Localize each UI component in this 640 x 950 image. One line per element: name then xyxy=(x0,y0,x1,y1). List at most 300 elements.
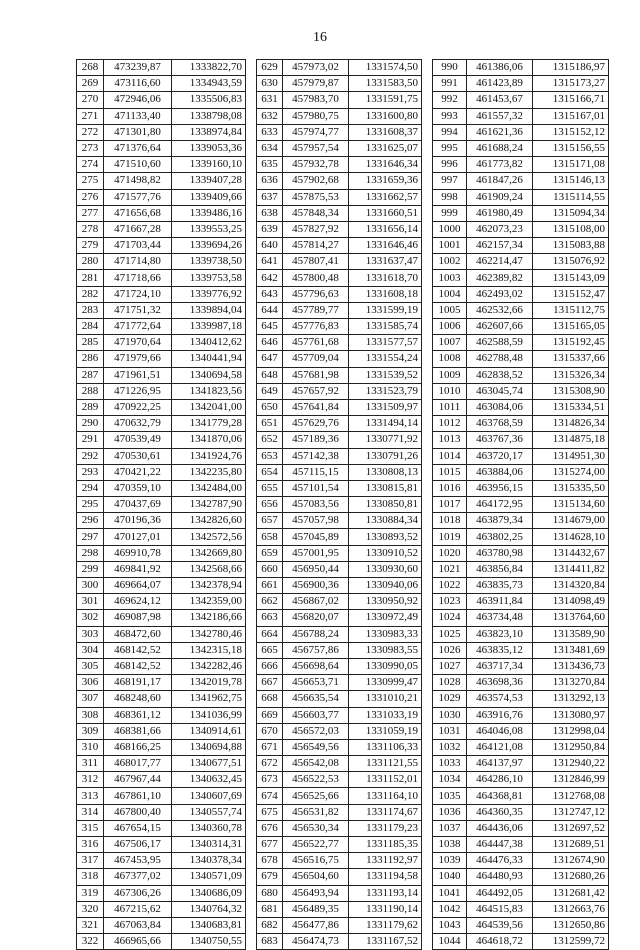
table-row xyxy=(257,869,422,885)
y-coordinate: 1331577,57 xyxy=(349,335,422,351)
x-coordinate: 457776,83 xyxy=(283,319,349,335)
y-coordinate: 1342019,78 xyxy=(172,675,246,691)
table-row xyxy=(257,464,422,480)
table-row xyxy=(257,885,422,901)
point-number: 670 xyxy=(257,723,283,739)
point-number: 678 xyxy=(257,853,283,869)
x-coordinate: 473116,60 xyxy=(104,76,172,92)
table-row xyxy=(433,286,609,302)
table-row xyxy=(433,788,609,804)
point-number: 306 xyxy=(77,675,104,691)
table-row xyxy=(433,658,609,674)
table-row xyxy=(433,383,609,399)
point-number: 272 xyxy=(77,124,104,140)
x-coordinate: 467861,10 xyxy=(104,788,172,804)
table-row xyxy=(433,221,609,237)
table-row xyxy=(257,399,422,415)
x-coordinate: 470196,36 xyxy=(104,513,172,529)
y-coordinate: 1339894,04 xyxy=(172,302,246,318)
y-coordinate: 1315108,00 xyxy=(533,221,609,237)
point-number: 1023 xyxy=(433,594,467,610)
x-coordinate: 471772,64 xyxy=(104,319,172,335)
y-coordinate: 1312768,08 xyxy=(533,788,609,804)
y-coordinate: 1340557,74 xyxy=(172,804,246,820)
y-coordinate: 1330930,60 xyxy=(349,561,422,577)
x-coordinate: 456603,77 xyxy=(283,707,349,723)
x-coordinate: 462157,34 xyxy=(467,238,533,254)
x-coordinate: 469087,98 xyxy=(104,610,172,626)
point-number: 674 xyxy=(257,788,283,804)
y-coordinate: 1341962,75 xyxy=(172,691,246,707)
point-number: 274 xyxy=(77,157,104,173)
table-row xyxy=(433,917,609,933)
x-coordinate: 470437,69 xyxy=(104,497,172,513)
y-coordinate: 1342826,60 xyxy=(172,513,246,529)
y-coordinate: 1314411,82 xyxy=(533,561,609,577)
x-coordinate: 463720,17 xyxy=(467,448,533,464)
x-coordinate: 457974,77 xyxy=(283,124,349,140)
table-row xyxy=(257,707,422,723)
y-coordinate: 1315076,92 xyxy=(533,254,609,270)
y-coordinate: 1330990,05 xyxy=(349,658,422,674)
y-coordinate: 1331059,19 xyxy=(349,723,422,739)
point-number: 666 xyxy=(257,658,283,674)
x-coordinate: 471301,80 xyxy=(104,124,172,140)
x-coordinate: 457045,89 xyxy=(283,529,349,545)
x-coordinate: 464368,81 xyxy=(467,788,533,804)
x-coordinate: 471724,10 xyxy=(104,286,172,302)
table-row xyxy=(77,820,246,836)
table-row xyxy=(77,173,246,189)
x-coordinate: 464360,35 xyxy=(467,804,533,820)
x-coordinate: 473239,87 xyxy=(104,60,172,76)
x-coordinate: 463084,06 xyxy=(467,399,533,415)
table-row xyxy=(77,448,246,464)
x-coordinate: 456867,02 xyxy=(283,594,349,610)
table-row xyxy=(433,254,609,270)
y-coordinate: 1333822,70 xyxy=(172,60,246,76)
point-number: 992 xyxy=(433,92,467,108)
x-coordinate: 461688,24 xyxy=(467,140,533,156)
x-coordinate: 463956,15 xyxy=(467,480,533,496)
coordinate-table-right xyxy=(432,59,609,950)
table-row xyxy=(77,416,246,432)
y-coordinate: 1315335,50 xyxy=(533,480,609,496)
point-number: 1024 xyxy=(433,610,467,626)
table-row xyxy=(77,739,246,755)
point-number: 634 xyxy=(257,140,283,156)
table-row xyxy=(77,286,246,302)
table-row xyxy=(257,319,422,335)
table-row xyxy=(77,513,246,529)
x-coordinate: 466965,66 xyxy=(104,934,172,950)
point-number: 667 xyxy=(257,675,283,691)
y-coordinate: 1314679,00 xyxy=(533,513,609,529)
table-row xyxy=(77,869,246,885)
table-row xyxy=(257,545,422,561)
y-coordinate: 1342186,66 xyxy=(172,610,246,626)
table-row xyxy=(433,513,609,529)
point-number: 279 xyxy=(77,238,104,254)
y-coordinate: 1330771,92 xyxy=(349,432,422,448)
point-number: 1044 xyxy=(433,934,467,950)
table-row xyxy=(433,173,609,189)
table-row xyxy=(257,513,422,529)
x-coordinate: 467654,15 xyxy=(104,820,172,836)
y-coordinate: 1342572,56 xyxy=(172,529,246,545)
table-row xyxy=(77,756,246,772)
x-coordinate: 461423,89 xyxy=(467,76,533,92)
table-row xyxy=(257,756,422,772)
y-coordinate: 1341779,28 xyxy=(172,416,246,432)
point-number: 661 xyxy=(257,578,283,594)
y-coordinate: 1315173,27 xyxy=(533,76,609,92)
x-coordinate: 470359,10 xyxy=(104,480,172,496)
point-number: 281 xyxy=(77,270,104,286)
table-row xyxy=(257,270,422,286)
x-coordinate: 457814,27 xyxy=(283,238,349,254)
point-number: 322 xyxy=(77,934,104,950)
y-coordinate: 1315166,71 xyxy=(533,92,609,108)
table-row xyxy=(257,92,422,108)
point-number: 299 xyxy=(77,561,104,577)
y-coordinate: 1331608,37 xyxy=(349,124,422,140)
point-number: 660 xyxy=(257,561,283,577)
x-coordinate: 463835,12 xyxy=(467,642,533,658)
x-coordinate: 463802,25 xyxy=(467,529,533,545)
point-number: 1018 xyxy=(433,513,467,529)
y-coordinate: 1340694,58 xyxy=(172,367,246,383)
table-row xyxy=(433,270,609,286)
point-number: 303 xyxy=(77,626,104,642)
x-coordinate: 456820,07 xyxy=(283,610,349,626)
x-coordinate: 468472,60 xyxy=(104,626,172,642)
table-row xyxy=(257,820,422,836)
x-coordinate: 462389,82 xyxy=(467,270,533,286)
point-number: 657 xyxy=(257,513,283,529)
y-coordinate: 1331554,24 xyxy=(349,351,422,367)
table-row xyxy=(433,448,609,464)
point-number: 995 xyxy=(433,140,467,156)
y-coordinate: 1331179,23 xyxy=(349,820,422,836)
y-coordinate: 1331599,19 xyxy=(349,302,422,318)
table-row xyxy=(433,561,609,577)
point-number: 1038 xyxy=(433,837,467,853)
x-coordinate: 456698,64 xyxy=(283,658,349,674)
y-coordinate: 1315167,01 xyxy=(533,108,609,124)
x-coordinate: 471656,68 xyxy=(104,205,172,221)
point-number: 1020 xyxy=(433,545,467,561)
x-coordinate: 457875,53 xyxy=(283,189,349,205)
x-coordinate: 462073,23 xyxy=(467,221,533,237)
table-row xyxy=(77,205,246,221)
table-row xyxy=(77,108,246,124)
x-coordinate: 471751,32 xyxy=(104,302,172,318)
y-coordinate: 1312674,90 xyxy=(533,853,609,869)
x-coordinate: 462588,59 xyxy=(467,335,533,351)
x-coordinate: 457629,76 xyxy=(283,416,349,432)
y-coordinate: 1312650,86 xyxy=(533,917,609,933)
y-coordinate: 1315337,66 xyxy=(533,351,609,367)
x-coordinate: 457761,68 xyxy=(283,335,349,351)
y-coordinate: 1339053,36 xyxy=(172,140,246,156)
y-coordinate: 1315112,75 xyxy=(533,302,609,318)
table-row xyxy=(433,76,609,92)
y-coordinate: 1315274,00 xyxy=(533,464,609,480)
point-number: 1041 xyxy=(433,885,467,901)
y-coordinate: 1330940,06 xyxy=(349,578,422,594)
x-coordinate: 463911,84 xyxy=(467,594,533,610)
y-coordinate: 1330983,33 xyxy=(349,626,422,642)
table-row xyxy=(433,610,609,626)
point-number: 639 xyxy=(257,221,283,237)
point-number: 664 xyxy=(257,626,283,642)
y-coordinate: 1339160,10 xyxy=(172,157,246,173)
x-coordinate: 469841,92 xyxy=(104,561,172,577)
point-number: 648 xyxy=(257,367,283,383)
table-row xyxy=(77,319,246,335)
table-row xyxy=(433,319,609,335)
x-coordinate: 461453,67 xyxy=(467,92,533,108)
point-number: 997 xyxy=(433,173,467,189)
y-coordinate: 1315083,88 xyxy=(533,238,609,254)
table-row xyxy=(257,772,422,788)
point-number: 629 xyxy=(257,60,283,76)
point-number: 286 xyxy=(77,351,104,367)
y-coordinate: 1339738,50 xyxy=(172,254,246,270)
point-number: 632 xyxy=(257,108,283,124)
table-row xyxy=(77,480,246,496)
table-row xyxy=(77,675,246,691)
page-number: 16 xyxy=(313,30,327,45)
x-coordinate: 464539,56 xyxy=(467,917,533,933)
y-coordinate: 1330972,49 xyxy=(349,610,422,626)
y-coordinate: 1312950,84 xyxy=(533,739,609,755)
table-row xyxy=(77,804,246,820)
y-coordinate: 1331662,57 xyxy=(349,189,422,205)
y-coordinate: 1340683,81 xyxy=(172,917,246,933)
y-coordinate: 1315156,55 xyxy=(533,140,609,156)
table-row xyxy=(257,157,422,173)
y-coordinate: 1315134,60 xyxy=(533,497,609,513)
x-coordinate: 471979,66 xyxy=(104,351,172,367)
y-coordinate: 1331194,58 xyxy=(349,869,422,885)
point-number: 993 xyxy=(433,108,467,124)
y-coordinate: 1331539,52 xyxy=(349,367,422,383)
point-number: 631 xyxy=(257,92,283,108)
table-row xyxy=(257,675,422,691)
point-number: 1019 xyxy=(433,529,467,545)
point-number: 638 xyxy=(257,205,283,221)
x-coordinate: 457057,98 xyxy=(283,513,349,529)
point-number: 1036 xyxy=(433,804,467,820)
point-number: 298 xyxy=(77,545,104,561)
y-coordinate: 1339694,26 xyxy=(172,238,246,254)
table-row xyxy=(257,901,422,917)
y-coordinate: 1339776,92 xyxy=(172,286,246,302)
point-number: 1015 xyxy=(433,464,467,480)
y-coordinate: 1342780,46 xyxy=(172,626,246,642)
point-number: 1043 xyxy=(433,917,467,933)
table-row xyxy=(257,76,422,92)
y-coordinate: 1339753,58 xyxy=(172,270,246,286)
point-number: 998 xyxy=(433,189,467,205)
x-coordinate: 470632,79 xyxy=(104,416,172,432)
point-number: 1003 xyxy=(433,270,467,286)
table-row xyxy=(77,464,246,480)
x-coordinate: 467063,84 xyxy=(104,917,172,933)
point-number: 659 xyxy=(257,545,283,561)
y-coordinate: 1331591,75 xyxy=(349,92,422,108)
point-number: 1011 xyxy=(433,399,467,415)
y-coordinate: 1315146,13 xyxy=(533,173,609,189)
y-coordinate: 1331625,07 xyxy=(349,140,422,156)
point-number: 999 xyxy=(433,205,467,221)
x-coordinate: 471510,60 xyxy=(104,157,172,173)
y-coordinate: 1330950,92 xyxy=(349,594,422,610)
table-row xyxy=(77,934,246,950)
y-coordinate: 1340314,31 xyxy=(172,837,246,853)
y-coordinate: 1339409,66 xyxy=(172,189,246,205)
x-coordinate: 467215,62 xyxy=(104,901,172,917)
table-row xyxy=(433,723,609,739)
y-coordinate: 1315114,55 xyxy=(533,189,609,205)
y-coordinate: 1315143,09 xyxy=(533,270,609,286)
table-row xyxy=(433,626,609,642)
table-row xyxy=(433,529,609,545)
table-row xyxy=(257,432,422,448)
y-coordinate: 1341823,56 xyxy=(172,383,246,399)
table-row xyxy=(433,351,609,367)
point-number: 990 xyxy=(433,60,467,76)
y-coordinate: 1342359,00 xyxy=(172,594,246,610)
x-coordinate: 463879,34 xyxy=(467,513,533,529)
table-row xyxy=(257,221,422,237)
table-row xyxy=(77,92,246,108)
table-row xyxy=(257,739,422,755)
y-coordinate: 1314432,67 xyxy=(533,545,609,561)
x-coordinate: 456635,54 xyxy=(283,691,349,707)
y-coordinate: 1342787,90 xyxy=(172,497,246,513)
point-number: 996 xyxy=(433,157,467,173)
y-coordinate: 1331193,14 xyxy=(349,885,422,901)
x-coordinate: 470530,61 xyxy=(104,448,172,464)
table-row xyxy=(257,448,422,464)
table-row xyxy=(433,869,609,885)
x-coordinate: 456549,56 xyxy=(283,739,349,755)
table-row xyxy=(77,837,246,853)
table-row xyxy=(257,367,422,383)
point-number: 315 xyxy=(77,820,104,836)
y-coordinate: 1331152,01 xyxy=(349,772,422,788)
y-coordinate: 1331494,14 xyxy=(349,416,422,432)
table-row xyxy=(433,399,609,415)
table-row xyxy=(257,610,422,626)
x-coordinate: 471226,95 xyxy=(104,383,172,399)
point-number: 1005 xyxy=(433,302,467,318)
point-number: 291 xyxy=(77,432,104,448)
y-coordinate: 1331033,19 xyxy=(349,707,422,723)
x-coordinate: 456522,53 xyxy=(283,772,349,788)
point-number: 317 xyxy=(77,853,104,869)
point-number: 314 xyxy=(77,804,104,820)
y-coordinate: 1331192,97 xyxy=(349,853,422,869)
x-coordinate: 456542,08 xyxy=(283,756,349,772)
table-row xyxy=(77,707,246,723)
point-number: 633 xyxy=(257,124,283,140)
table-row xyxy=(77,691,246,707)
point-number: 676 xyxy=(257,820,283,836)
table-row xyxy=(77,642,246,658)
y-coordinate: 1331509,97 xyxy=(349,399,422,415)
point-number: 277 xyxy=(77,205,104,221)
x-coordinate: 469664,07 xyxy=(104,578,172,594)
x-coordinate: 464286,10 xyxy=(467,772,533,788)
x-coordinate: 471376,64 xyxy=(104,140,172,156)
table-row xyxy=(433,432,609,448)
y-coordinate: 1340378,34 xyxy=(172,853,246,869)
y-coordinate: 1315186,97 xyxy=(533,60,609,76)
y-coordinate: 1331660,51 xyxy=(349,205,422,221)
table-row xyxy=(77,901,246,917)
point-number: 672 xyxy=(257,756,283,772)
point-number: 294 xyxy=(77,480,104,496)
point-number: 301 xyxy=(77,594,104,610)
table-row xyxy=(433,238,609,254)
table-row xyxy=(433,545,609,561)
table-row xyxy=(257,934,422,950)
y-coordinate: 1330999,47 xyxy=(349,675,422,691)
point-number: 671 xyxy=(257,739,283,755)
point-number: 1009 xyxy=(433,367,467,383)
table-row xyxy=(257,205,422,221)
table-row xyxy=(257,788,422,804)
y-coordinate: 1330983,55 xyxy=(349,642,422,658)
x-coordinate: 461386,06 xyxy=(467,60,533,76)
point-number: 283 xyxy=(77,302,104,318)
y-coordinate: 1339553,25 xyxy=(172,221,246,237)
y-coordinate: 1331656,14 xyxy=(349,221,422,237)
point-number: 681 xyxy=(257,901,283,917)
point-number: 673 xyxy=(257,772,283,788)
x-coordinate: 467967,44 xyxy=(104,772,172,788)
x-coordinate: 456493,94 xyxy=(283,885,349,901)
x-coordinate: 469624,12 xyxy=(104,594,172,610)
x-coordinate: 463884,06 xyxy=(467,464,533,480)
point-number: 304 xyxy=(77,642,104,658)
point-number: 1016 xyxy=(433,480,467,496)
y-coordinate: 1340686,09 xyxy=(172,885,246,901)
y-coordinate: 1339987,18 xyxy=(172,319,246,335)
y-coordinate: 1312940,22 xyxy=(533,756,609,772)
x-coordinate: 468142,52 xyxy=(104,642,172,658)
table-row xyxy=(257,642,422,658)
y-coordinate: 1342235,80 xyxy=(172,464,246,480)
table-row xyxy=(433,302,609,318)
table-row xyxy=(433,901,609,917)
x-coordinate: 468361,12 xyxy=(104,707,172,723)
x-coordinate: 456530,34 xyxy=(283,820,349,836)
point-number: 276 xyxy=(77,189,104,205)
table-row xyxy=(257,238,422,254)
point-number: 308 xyxy=(77,707,104,723)
y-coordinate: 1315308,90 xyxy=(533,383,609,399)
point-number: 311 xyxy=(77,756,104,772)
point-number: 668 xyxy=(257,691,283,707)
y-coordinate: 1335506,83 xyxy=(172,92,246,108)
point-number: 652 xyxy=(257,432,283,448)
point-number: 680 xyxy=(257,885,283,901)
